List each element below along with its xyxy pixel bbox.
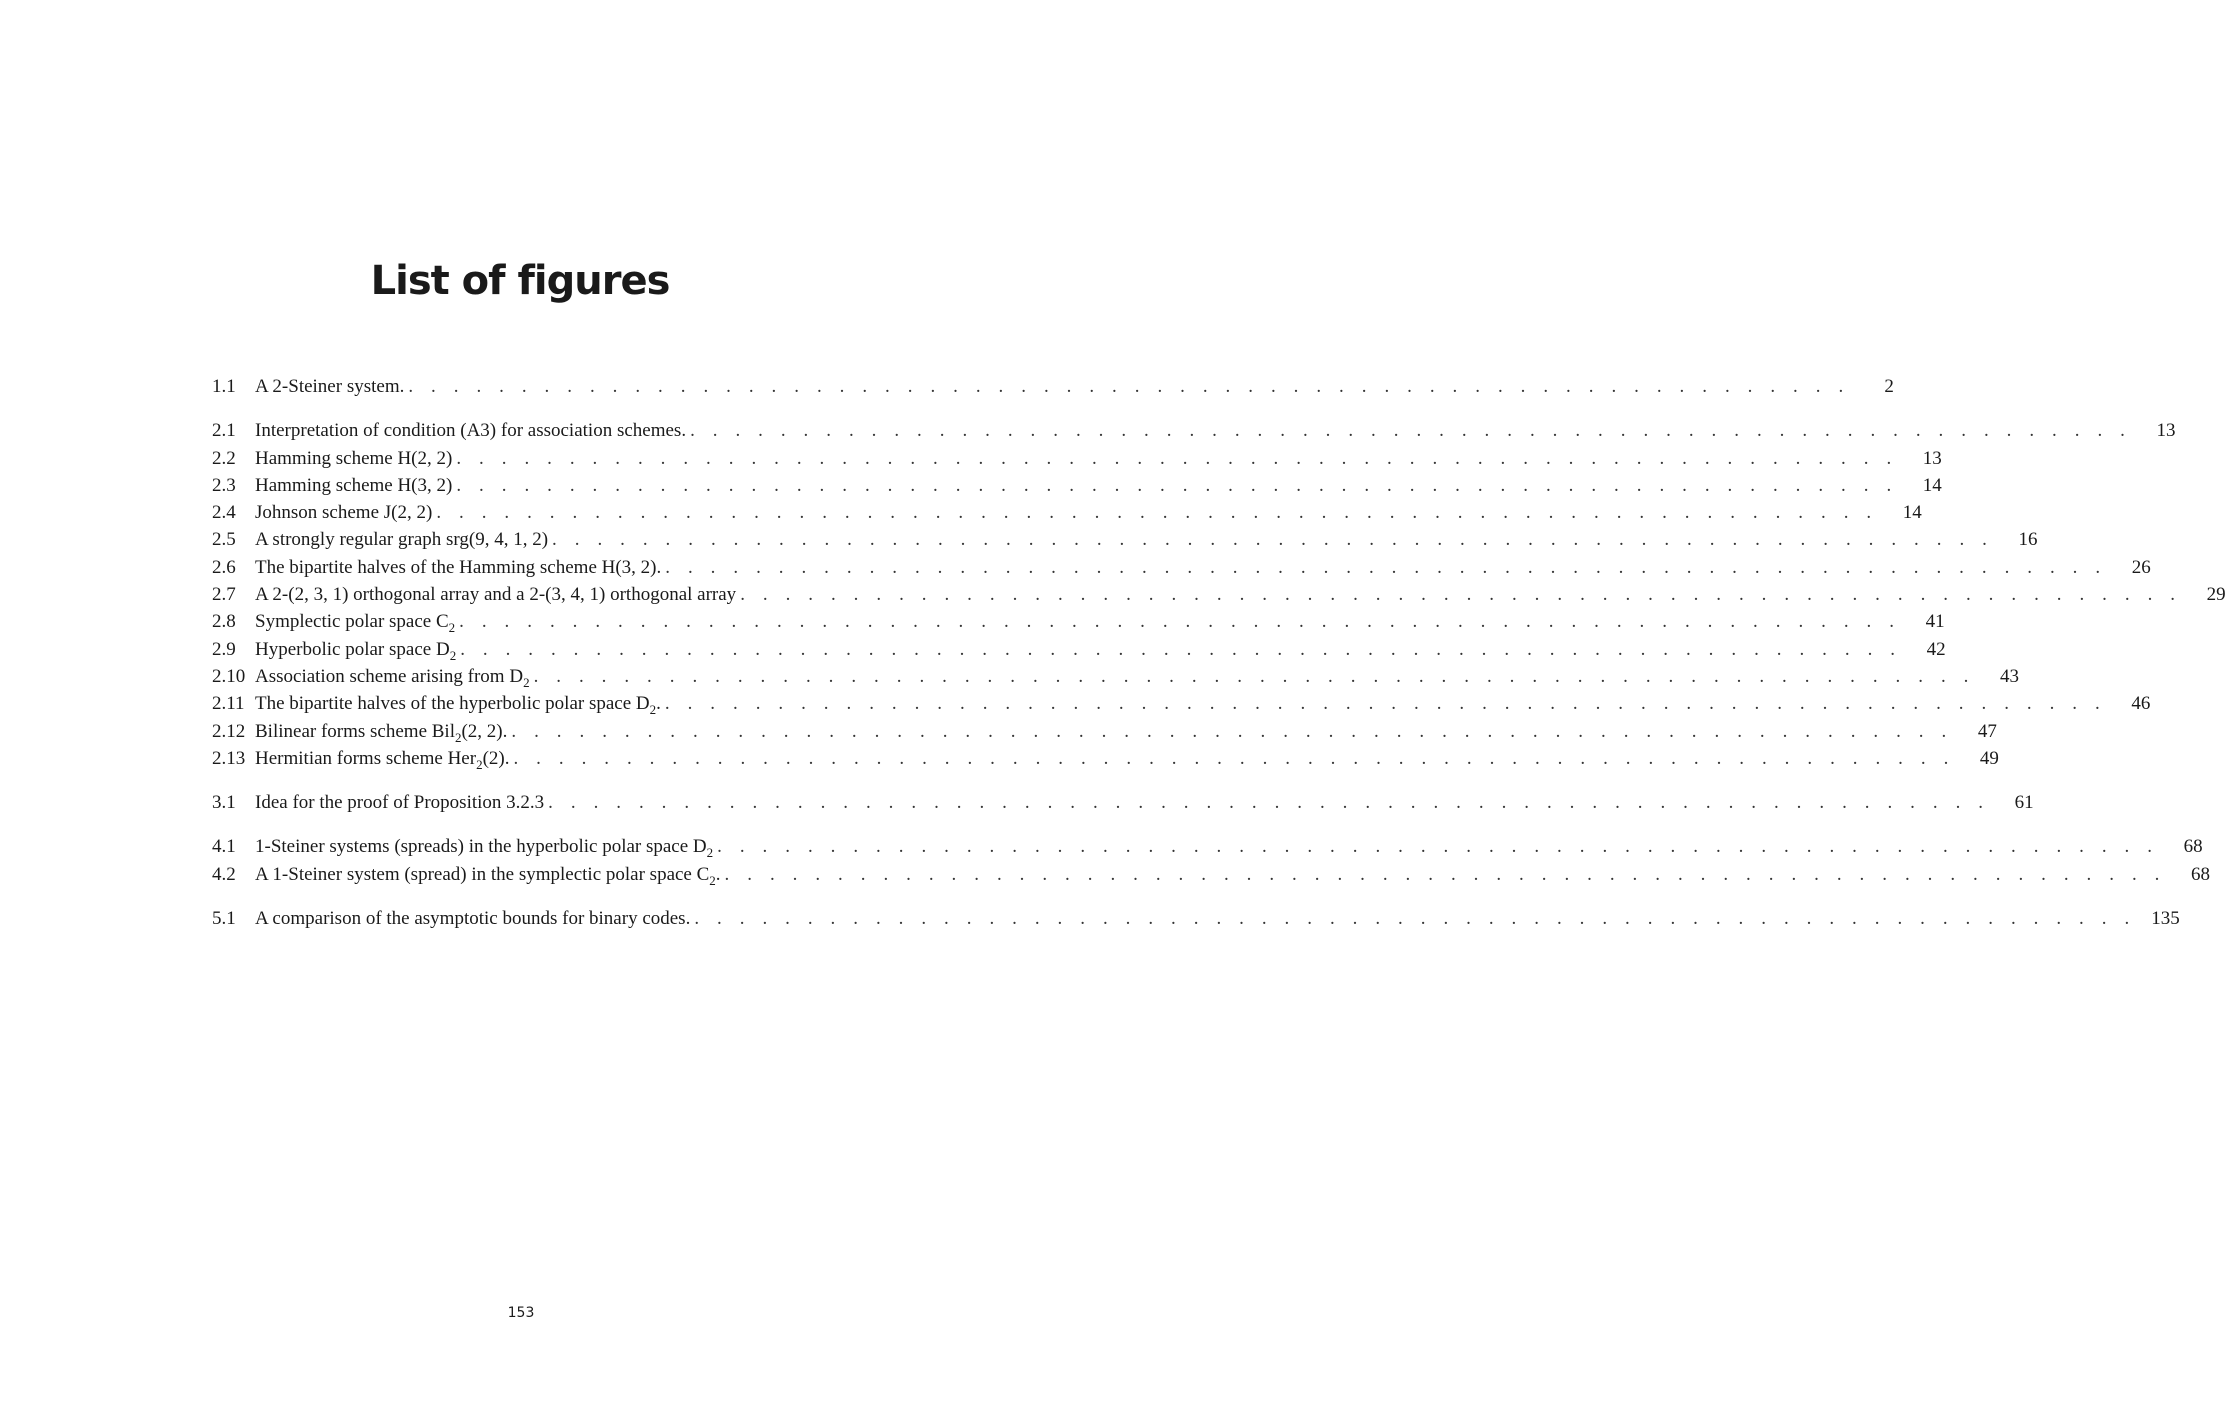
figure-entry[interactable] <box>212 789 2034 816</box>
figure-title-text: Johnson scheme J(2, 2) <box>255 502 433 524</box>
figure-title-suffix: (2, 2). <box>461 720 508 742</box>
figure-page-number: 41 <box>1925 611 1945 633</box>
figure-entry[interactable] <box>212 663 2020 690</box>
dot-leader <box>513 745 1954 772</box>
figure-number: 2.9 <box>212 638 236 660</box>
figure-title <box>255 499 436 526</box>
dot-leader <box>552 526 1993 553</box>
dot-leader <box>725 861 2166 888</box>
dot-leader <box>548 789 1989 816</box>
figure-page-number: 14 <box>1922 474 1942 496</box>
figure-title <box>255 663 534 690</box>
dot-leader <box>740 581 2181 608</box>
figure-entry[interactable] <box>212 373 1894 400</box>
figure-number: 2.12 <box>212 720 246 742</box>
figure-title <box>255 690 665 717</box>
figure-entry[interactable] <box>212 499 1922 526</box>
figure-title-subscript: 2 <box>454 729 462 745</box>
figure-title-subscript: 2 <box>649 702 657 718</box>
page-number: 153 <box>507 1305 535 1321</box>
figure-title-suffix: . <box>715 863 721 885</box>
figure-entry[interactable] <box>212 636 1946 663</box>
figure-number: 4.2 <box>212 863 236 885</box>
figure-page-number: 13 <box>2156 420 2176 442</box>
figure-title-subscript: 2 <box>706 845 714 861</box>
figure-page-number: 135 <box>2151 908 2180 930</box>
figure-title-text: Symplectic polar space C <box>255 611 449 633</box>
figure-title-text: A comparison of the asymptotic bounds for binary codes. <box>255 908 691 930</box>
figure-title-text: A strongly regular graph srg(9, 4, 1, 2) <box>255 529 549 551</box>
dot-leader <box>690 417 2131 444</box>
figure-group <box>212 905 2180 932</box>
figure-title-subscript: 2 <box>523 674 530 690</box>
figure-page-number: 68 <box>2191 863 2210 885</box>
figure-page-number: 43 <box>2000 665 2020 687</box>
figure-entry[interactable] <box>212 417 2176 444</box>
dot-leader <box>456 445 1897 472</box>
dot-leader <box>534 663 1975 690</box>
figure-title-text: Association scheme arising from D <box>255 665 524 687</box>
figure-number: 5.1 <box>212 908 236 930</box>
figure-title-text: Hermitian forms scheme Her <box>255 747 477 769</box>
figure-title-subscript: 2 <box>476 756 483 772</box>
figure-title-text: The bipartite halves of the Hamming scheme H(3, 2). <box>255 556 662 578</box>
figure-title-text: Hamming scheme H(2, 2) <box>255 447 453 469</box>
figure-number: 2.2 <box>212 447 236 469</box>
figure-title-text: Interpretation of condition (A3) for association schemes. <box>255 420 687 442</box>
figure-title <box>255 745 513 772</box>
dot-leader <box>408 373 1849 400</box>
figure-entry[interactable] <box>212 526 2038 553</box>
figure-title-text: A 2-Steiner system. <box>255 376 405 397</box>
figure-number: 2.6 <box>212 556 236 578</box>
figure-page-number: 42 <box>1926 638 1946 660</box>
figure-title-subscript: 2 <box>448 620 456 636</box>
figure-page-number: 68 <box>2183 836 2203 858</box>
figure-title-text: Bilinear forms scheme Bil <box>255 720 455 742</box>
list-of-figures <box>212 373 2226 949</box>
page-title: List of figures <box>370 258 670 304</box>
figure-title <box>255 789 548 816</box>
figure-entry[interactable] <box>212 745 1999 772</box>
figure-group <box>212 417 2226 772</box>
figure-group <box>212 789 2034 816</box>
figure-title-text: 1-Steiner systems (spreads) in the hyperbolic polar space D <box>255 836 707 858</box>
figure-title-text: Hamming scheme H(3, 2) <box>255 474 453 496</box>
figure-number: 2.11 <box>212 693 245 715</box>
figure-entry[interactable] <box>212 833 2203 861</box>
figure-title-text: Hyperbolic polar space D <box>255 638 450 660</box>
figure-entry[interactable] <box>212 861 2210 888</box>
figure-entry[interactable] <box>212 472 1942 499</box>
figure-number: 2.7 <box>212 584 236 606</box>
figure-title <box>255 861 725 888</box>
figure-page-number: 14 <box>1902 502 1922 524</box>
figure-number: 2.1 <box>212 420 236 442</box>
figure-title <box>255 718 511 745</box>
figure-title <box>255 472 456 499</box>
figure-title <box>255 445 456 472</box>
figure-entry[interactable] <box>212 554 2151 581</box>
figure-title-text: A 2-(2, 3, 1) orthogonal array and a 2-(3, 4, 1) orthogonal array <box>255 584 737 606</box>
figure-title-text: The bipartite halves of the hyperbolic polar space D <box>255 693 650 715</box>
dot-leader <box>460 636 1901 663</box>
figure-title-suffix: (2). <box>482 747 510 769</box>
figure-title <box>255 554 665 581</box>
figure-page-number: 29 <box>2206 584 2226 606</box>
figure-title <box>255 526 552 553</box>
figure-title <box>255 417 690 444</box>
figure-entry[interactable] <box>212 690 2151 718</box>
dot-leader <box>511 718 1952 745</box>
figure-number: 3.1 <box>212 792 236 814</box>
figure-number: 2.10 <box>212 665 246 687</box>
figure-entry[interactable] <box>212 608 1945 636</box>
figure-number: 2.3 <box>212 474 236 496</box>
figure-entry[interactable] <box>212 581 2226 608</box>
figure-page-number: 47 <box>1977 720 1997 742</box>
figure-group <box>212 373 1894 400</box>
figure-title <box>255 905 694 932</box>
figure-number: 2.4 <box>212 502 236 524</box>
dot-leader <box>456 472 1897 499</box>
figure-title-subscript: 2 <box>449 647 457 663</box>
figure-title <box>255 608 459 635</box>
figure-page-number: 16 <box>2018 529 2038 551</box>
figure-number: 4.1 <box>212 836 236 858</box>
figure-title-text: Idea for the proof of Proposition 3.2.3 <box>255 792 545 814</box>
dot-leader <box>694 905 2135 932</box>
figure-page-number: 49 <box>1979 747 1999 769</box>
figure-title <box>255 833 717 860</box>
figure-entry[interactable] <box>212 718 1997 745</box>
figure-title <box>255 373 408 400</box>
figure-page-number: 46 <box>2131 693 2151 715</box>
figure-group <box>212 833 2210 888</box>
figure-title-text: A 1-Steiner system (spread) in the symplectic polar space C <box>255 863 710 885</box>
figure-entry[interactable] <box>212 905 2180 932</box>
figure-title-subscript: 2 <box>709 872 716 888</box>
figure-title-suffix: . <box>656 693 661 715</box>
figure-number: 2.8 <box>212 611 236 633</box>
dot-leader <box>717 833 2158 860</box>
figure-number: 1.1 <box>212 376 236 397</box>
figure-title <box>255 581 740 608</box>
dot-leader <box>665 554 2106 581</box>
figure-number: 2.5 <box>212 529 236 551</box>
figure-page-number: 13 <box>1922 447 1942 469</box>
dot-leader <box>459 608 1900 635</box>
figure-page-number: 2 <box>1884 376 1894 397</box>
figure-number: 2.13 <box>212 747 246 769</box>
dot-leader <box>436 499 1877 526</box>
figure-page-number: 26 <box>2131 556 2151 578</box>
figure-entry[interactable] <box>212 445 1942 472</box>
figure-title <box>255 636 460 663</box>
figure-page-number: 61 <box>2014 792 2034 814</box>
dot-leader <box>665 690 2106 717</box>
